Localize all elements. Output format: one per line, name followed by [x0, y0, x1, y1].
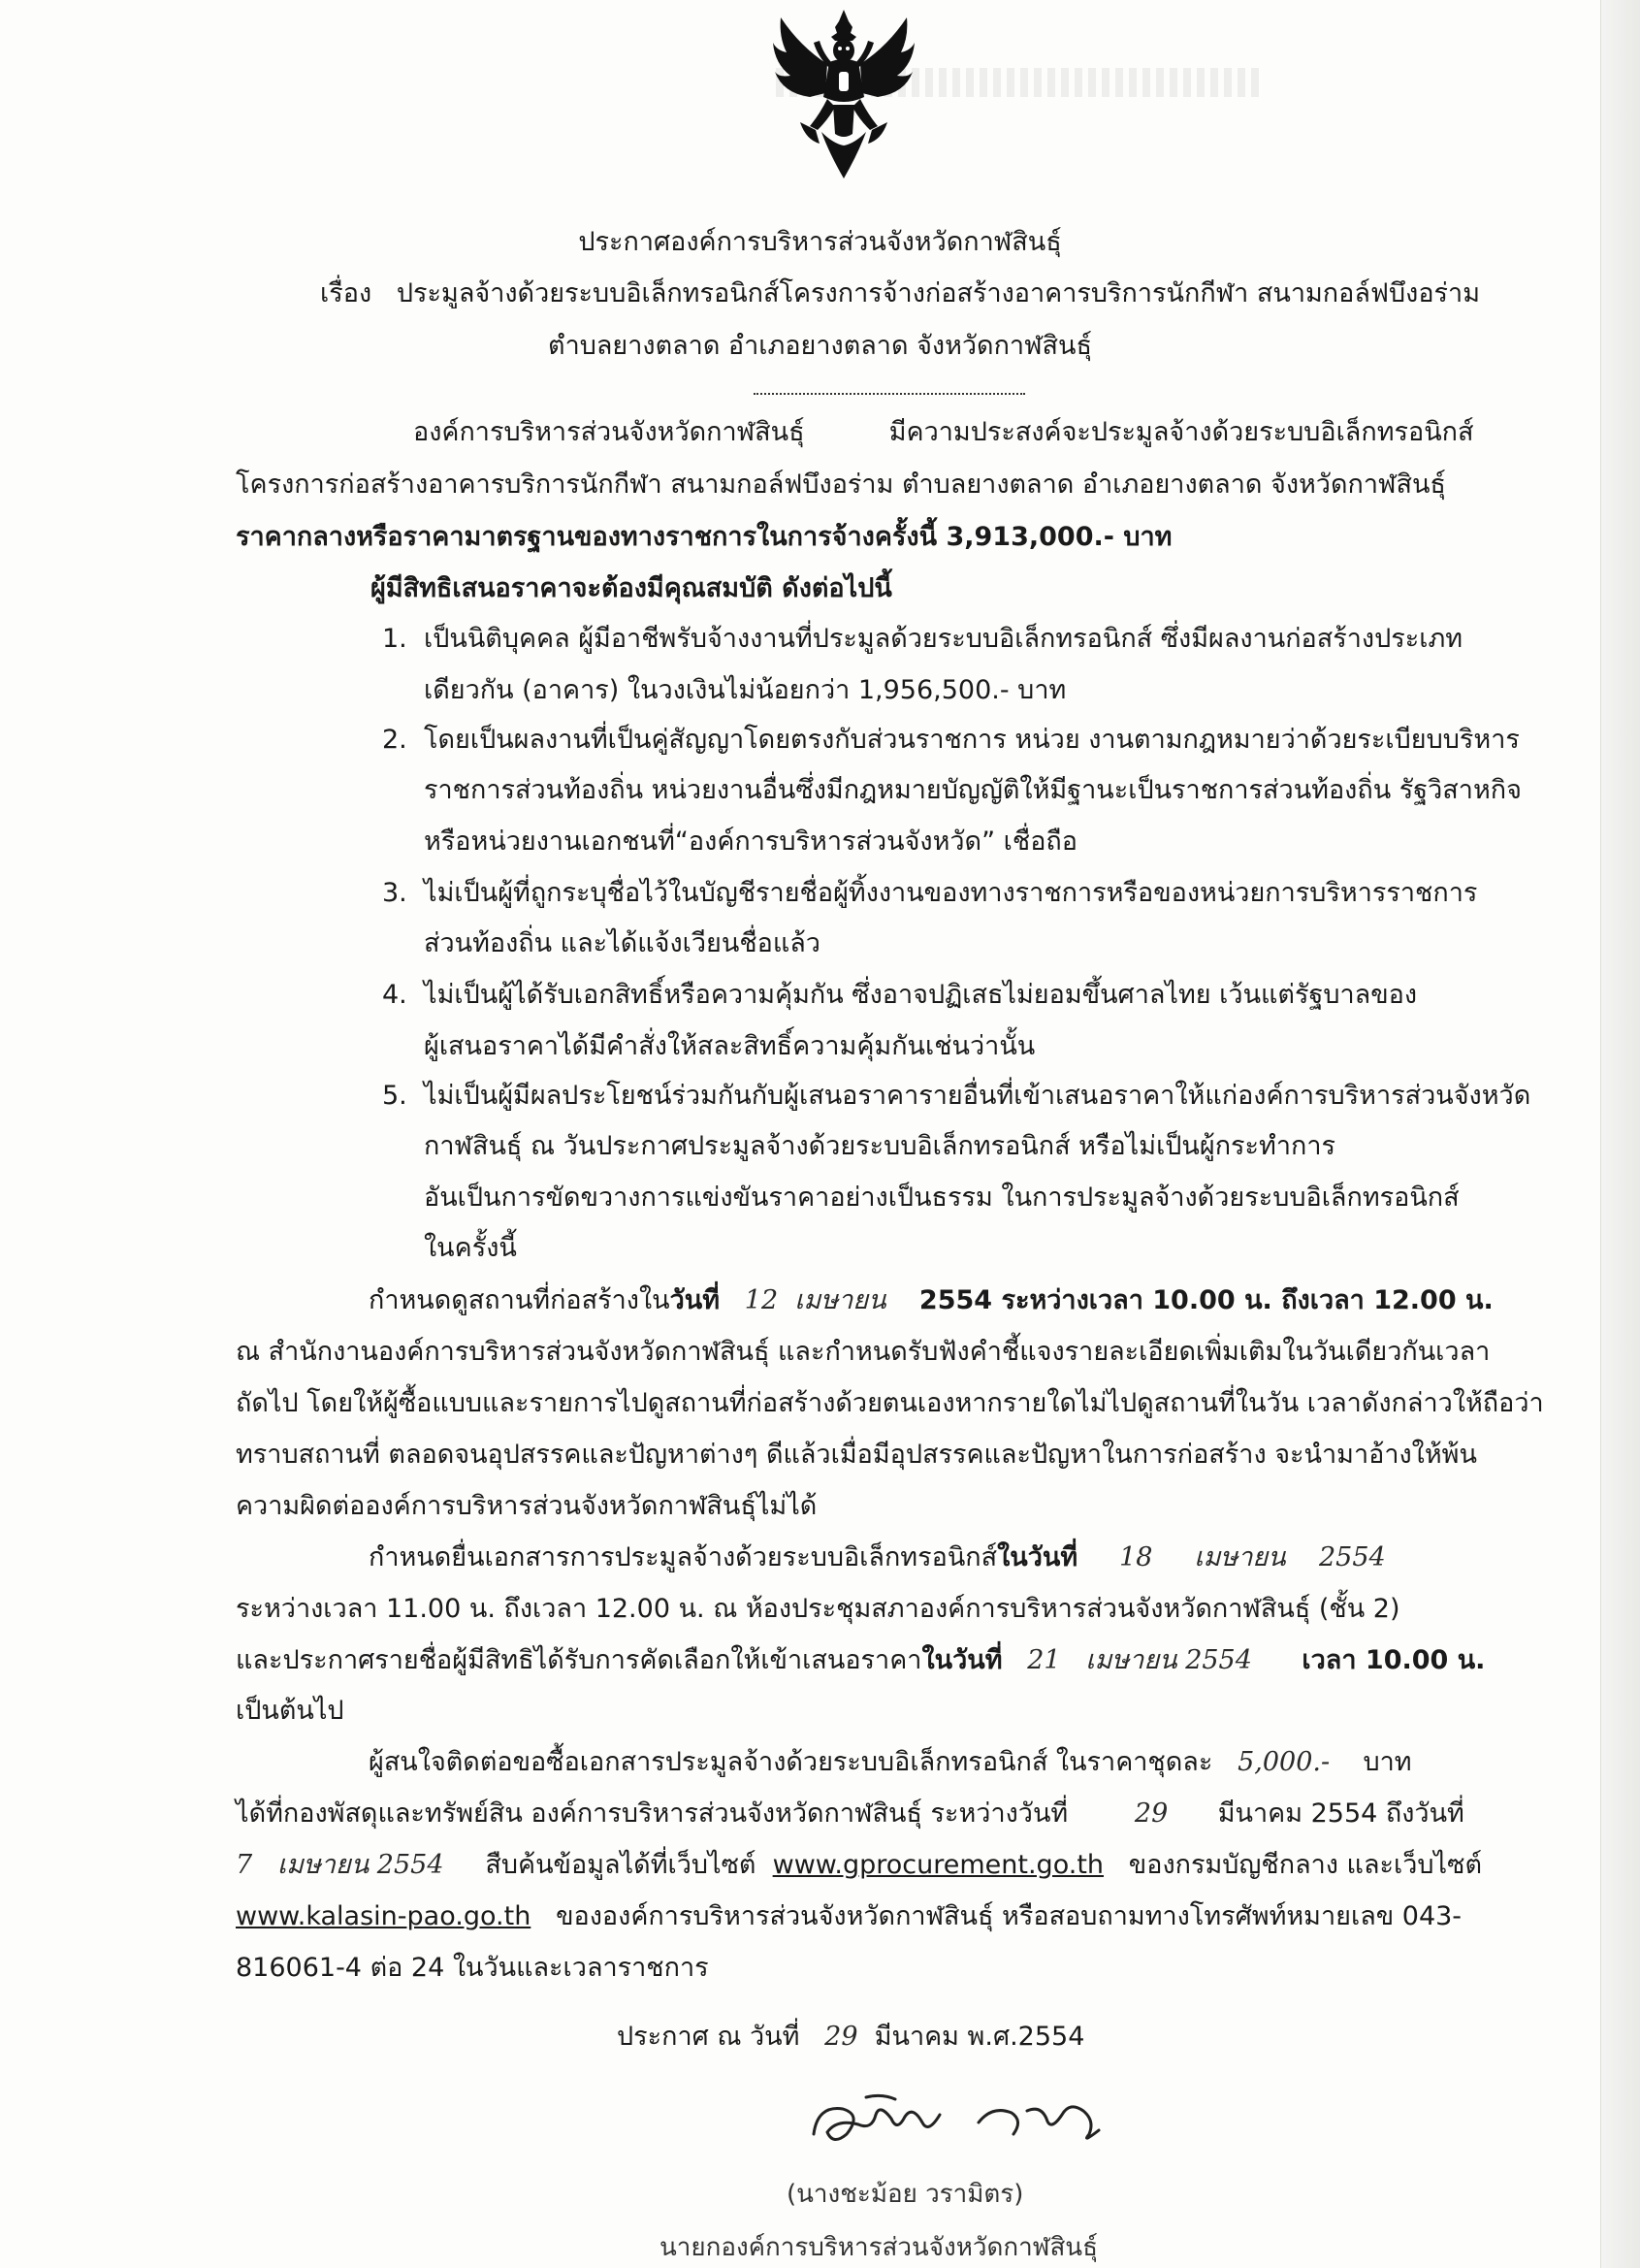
purchase-text: ผู้สนใจติดต่อขอซื้อเอกสารประมูลจ้างด้วยระบบอิเล็กทรอนิกส์ ในราคาชุดละ: [369, 1747, 1213, 1777]
intro-organization: องค์การบริหารส่วนจังหวัดกาฬสินธุ์: [413, 417, 805, 447]
purchase-line-4: [236, 1899, 1462, 1934]
purchase-line-5: 816061-4 ต่อ 24 ในวันและเวลาราชการ: [236, 1953, 709, 1983]
gprocurement-link[interactable]: www.gprocurement.go.th: [772, 1850, 1105, 1880]
site-visit-line-4: ทราบสถานที่ ตลอดจนอุปสรรคและปัญหาต่างๆ ดีแล้วเมื่อมีอุปสรรคและปัญหาในการก่อสร้าง จะนำมาอ้างให้พ้น: [236, 1440, 1477, 1470]
submission-text: กำหนดยื่นเอกสารการประมูลจ้างด้วยระบบอิเล็กทรอนิกส์: [369, 1542, 998, 1572]
announcement-title: ประกาศองค์การบริหารส่วนจังหวัดกาฬสินธุ์: [578, 227, 1062, 257]
list-item-number: 1.: [382, 624, 407, 654]
median-price-line: ราคากลางหรือราคามาตรฐานของทางราชการในการจ้างครั้งนี้ 3,913,000.- บาท: [236, 522, 1173, 552]
submission-year: 2554: [1318, 1542, 1386, 1572]
purchase-location-text: ได้ที่กองพัสดุและทรัพย์สิน องค์การบริหารส่วนจังหวัดกาฬสินธุ์ ระหว่างวันที่: [236, 1798, 1069, 1829]
site-visit-line-1: [369, 1283, 1494, 1318]
site-visit-date-label: วันที่: [669, 1285, 721, 1315]
shortlist-date-label: ในวันที่: [921, 1645, 1003, 1675]
list-item-line: ไม่เป็นผู้มีผลประโยชน์ร่วมกันกับผู้เสนอราคารายอื่นที่เข้าเสนอราคาให้แก่องค์การบริหารส่วนจังหวัด: [424, 1081, 1531, 1111]
list-item-line: ผู้เสนอราคาได้มีคำสั่งให้สละสิทธิ์ความคุ้มกันเช่นว่านั้น: [424, 1031, 1036, 1061]
list-item-line: ในครั้งนี้: [424, 1233, 517, 1263]
announcement-month-year: มีนาคม พ.ศ.2554: [874, 2022, 1085, 2052]
qualifications-heading: ผู้มีสิทธิเสนอราคาจะต้องมีคุณสมบัติ ดังต่อไปนี้: [370, 573, 892, 603]
purchase-line-3: [236, 1848, 1482, 1883]
list-item-line: กาฬสินธุ์ ณ วันประกาศประมูลจ้างด้วยระบบอิเล็กทรอนิกส์ หรือไม่เป็นผู้กระทำการ: [424, 1131, 1336, 1161]
list-item-number: 2.: [382, 725, 407, 755]
submission-line-2: ระหว่างเวลา 11.00 น. ถึงเวลา 12.00 น. ณ ห้องประชุมสภาองค์การบริหารส่วนจังหวัดกาฬสินธุ์ (ชั้น 2): [236, 1594, 1400, 1624]
list-item-line: ส่วนท้องถิ่น และได้แจ้งเวียนชื่อแล้ว: [424, 928, 820, 958]
subject-text: ประมูลจ้างด้วยระบบอิเล็กทรอนิกส์โครงการจ้างก่อสร้างอาคารบริการนักกีฬา สนามกอล์ฟบึงอร่าม: [396, 278, 1481, 308]
list-item-line: อันเป็นการขัดขวางการแข่งขันราคาอย่างเป็นธรรม ในการประมูลจ้างด้วยระบบอิเล็กทรอนิกส์: [424, 1183, 1460, 1213]
list-item-line: เดียวกัน (อาคาร) ในวงเงินไม่น้อยกว่า 1,956,500.- บาท: [424, 675, 1067, 705]
list-item-line: หรือหน่วยงานเอกชนที่“องค์การบริหารส่วนจังหวัด” เชื่อถือ: [424, 826, 1077, 857]
shortlist-day: 21: [1027, 1645, 1061, 1675]
header-divider: [754, 393, 1025, 395]
purchase-line-2: [236, 1797, 1464, 1831]
purchase-start-month: มีนาคม 2554 ถึงวันที่: [1217, 1798, 1464, 1829]
purchase-end-day: 7: [236, 1850, 253, 1880]
list-item-number: 5.: [382, 1081, 407, 1111]
signatory-title: นายกองค์การบริหารส่วนจังหวัดกาฬสินธุ์: [659, 2233, 1098, 2262]
purchase-start-day: 29: [1134, 1798, 1169, 1829]
announcement-day: 29: [824, 2022, 858, 2052]
purchase-line-1: [369, 1745, 1412, 1780]
list-item-line: โดยเป็นผลงานที่เป็นคู่สัญญาโดยตรงกับส่วนราชการ หน่วย งานตามกฎหมายว่าด้วยระเบียบบริหาร: [424, 725, 1520, 755]
purchase-end-date: เมษายน 2554: [276, 1850, 444, 1880]
submission-day: 18: [1119, 1542, 1153, 1572]
subject-label: เรื่อง: [320, 278, 372, 308]
website-text: สืบค้นข้อมูลได้ที่เว็บไซต์: [485, 1850, 756, 1880]
list-item-number: 3.: [382, 878, 407, 908]
submission-line-4: เป็นต้นไป: [236, 1696, 344, 1726]
list-item-line: ไม่เป็นผู้ที่ถูกระบุชื่อไว้ในบัญชีรายชื่อผู้ทิ้งงานของทางราชการหรือของหน่วยการบริหารราชการ: [424, 878, 1478, 908]
site-visit-line-5: ความผิดต่อองค์การบริหารส่วนจังหวัดกาฬสินธุ์ไม่ได้: [236, 1491, 818, 1521]
intro-purpose: มีความประสงค์จะประมูลจ้างด้วยระบบอิเล็กทรอนิกส์: [888, 417, 1474, 447]
shortlist-text: และประกาศรายชื่อผู้มีสิทธิได้รับการคัดเลือกให้เข้าเสนอราคา: [236, 1645, 922, 1675]
contact-text: ขององค์การบริหารส่วนจังหวัดกาฬสินธุ์ หรือสอบถามทางโทรศัพท์หมายเลข 043-: [556, 1901, 1463, 1931]
list-item-line: ไม่เป็นผู้ได้รับเอกสิทธิ์หรือความคุ้มกัน ซึ่งอาจปฏิเสธไม่ยอมขึ้นศาลไทย เว้นแต่รัฐบาลของ: [424, 980, 1418, 1010]
site-visit-month: เมษายน: [794, 1285, 886, 1315]
submission-date-label: ในวันที่: [997, 1542, 1078, 1572]
announcement-date: [617, 2020, 1084, 2055]
shortlist-time: เวลา 10.00 น.: [1302, 1645, 1486, 1675]
signatory-name: (นางชะม้อย วรามิตร): [787, 2180, 1024, 2209]
list-item-line: เป็นนิติบุคคล ผู้มีอาชีพรับจ้างงานที่ประมูลด้วยระบบอิเล็กทรอนิกส์ ซึ่งมีผลงานก่อสร้างประเภท: [424, 624, 1463, 654]
subject-location: ตำบลยางตลาด อำเภอยางตลาด จังหวัดกาฬสินธุ์: [548, 331, 1092, 361]
submission-line-3: [236, 1643, 1485, 1678]
kalasin-pao-link[interactable]: www.kalasin-pao.go.th: [236, 1901, 531, 1931]
submission-line-1: [369, 1540, 1386, 1575]
site-visit-line-2: ณ สำนักงานองค์การบริหารส่วนจังหวัดกาฬสินธุ์ และกำหนดรับฟังคำชี้แจงรายละเอียดเพิ่มเติมในวันเดียวกันเวลา: [236, 1337, 1491, 1367]
handwritten-signature: [808, 2076, 1176, 2173]
intro-line-2: โครงการก่อสร้างอาคารบริการนักกีฬา สนามกอล์ฟบึงอร่าม ตำบลยางตลาด อำเภอยางตลาด จังหวัดกาฬสินธุ์: [236, 470, 1446, 500]
intro-line-1: [413, 415, 1474, 450]
subject-line: [320, 276, 1480, 311]
list-item-line: ราชการส่วนท้องถิ่น หน่วยงานอื่นซึ่งมีกฎหมายบัญญัติให้มีฐานะเป็นราชการส่วนท้องถิ่น รัฐวิสาหกิจ: [424, 775, 1522, 805]
garuda-emblem-icon: [771, 8, 916, 187]
currency-label: บาท: [1363, 1747, 1412, 1777]
site-visit-day: 12: [744, 1285, 779, 1315]
submission-month: เมษายน: [1194, 1542, 1286, 1572]
site-visit-text: กำหนดดูสถานที่ก่อสร้างใน: [369, 1285, 670, 1315]
shortlist-date: เมษายน 2554: [1085, 1645, 1252, 1675]
document-price: 5,000.-: [1238, 1747, 1331, 1777]
site-visit-line-3: ถัดไป โดยให้ผู้ซื้อแบบและรายการไปดูสถานที่ก่อสร้างด้วยตนเองหากรายใดไม่ไปดูสถานที่ในวัน เวลาดังกล่าวให้ถือว่า: [236, 1388, 1544, 1418]
announcement-date-prefix: ประกาศ ณ วันที่: [617, 2022, 800, 2052]
website-text-2: ของกรมบัญชีกลาง และเว็บไซต์: [1128, 1850, 1482, 1880]
site-visit-time: 2554 ระหว่างเวลา 10.00 น. ถึงเวลา 12.00 น.: [918, 1285, 1494, 1315]
list-item-number: 4.: [382, 980, 407, 1010]
